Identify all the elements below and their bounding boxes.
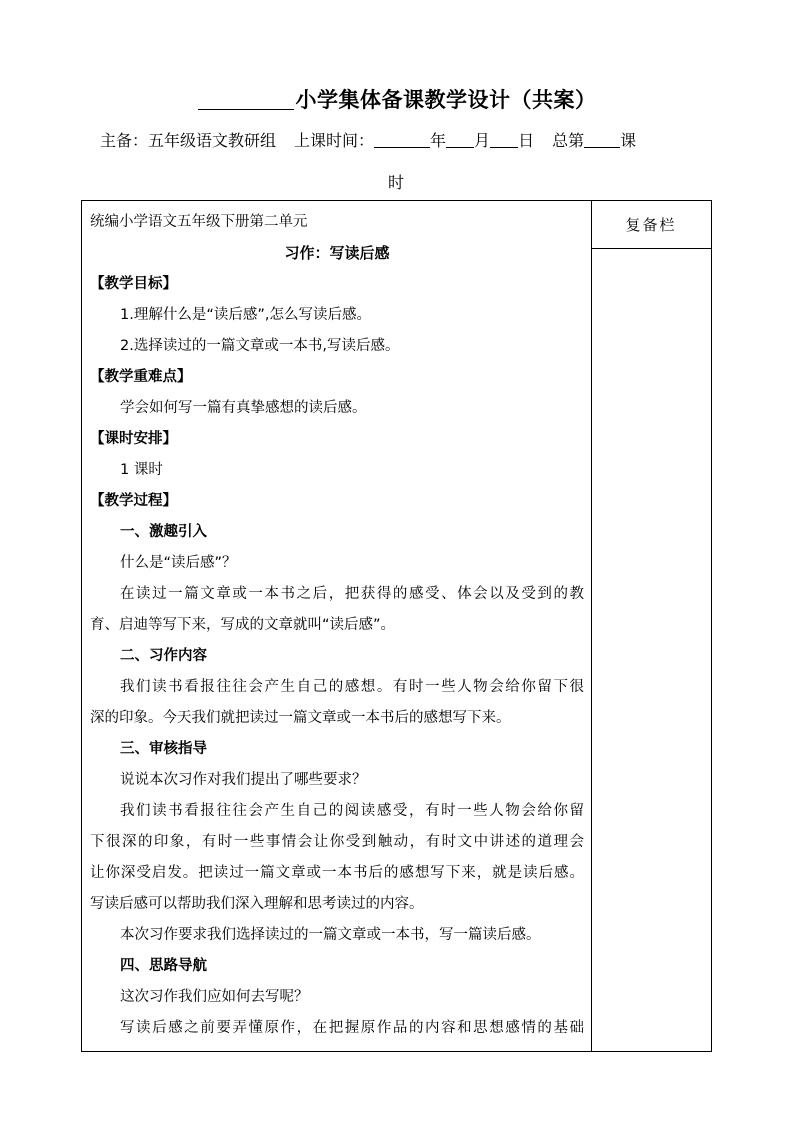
time-label: 上课时间： [294, 131, 375, 150]
shi-label: 时 [388, 173, 405, 192]
schedule-text: 1 课时 [120, 462, 163, 478]
lesson-info-line [100, 128, 636, 151]
process-heading: 【教学过程】 [90, 493, 177, 509]
step-1-answer-2: 育、启迪等写下来，写成的文章就叫“读后感”。 [90, 617, 396, 633]
goal-2: 2.选择读过的一篇文章或一本书,写读后感。 [120, 338, 400, 354]
lead-label: 主备：五年级语文教研组 [100, 131, 277, 150]
review-column-header: 复备栏 [591, 201, 711, 249]
goal-1: 1.理解什么是“读后感”,怎么写读后感。 [120, 307, 371, 323]
day-blank [490, 133, 518, 148]
step-2-text-1: 我们读书看报往往会产生自己的感想。有时一些人物会给你留下很 [120, 679, 584, 695]
title-text: 小学集体备课教学设计（共案） [295, 88, 597, 112]
lesson-title: 习作：写读后感 [284, 244, 390, 262]
step-4-question: 这次习作我们应如何去写呢？ [120, 989, 309, 1005]
key-text: 学会如何写一篇有真挚感想的读后感。 [120, 400, 367, 416]
step-3-text-3: 让你深受启发。把读过一篇文章或一本书后的感想写下来，就是读后感。 [90, 865, 584, 881]
month-blank [446, 133, 474, 148]
step-2-heading: 二、习作内容 [120, 648, 207, 664]
unit-line: 统编小学语文五年级下册第二单元 [90, 214, 308, 230]
total-blank [584, 133, 620, 148]
month-label: 月 [474, 131, 491, 150]
ke-label: 课 [620, 131, 637, 150]
step-4-text-1: 写读后感之前要弄懂原作，在把握原作品的内容和思想感情的基础 [120, 1020, 584, 1036]
step-3-heading: 三、审核指导 [120, 741, 207, 757]
step-4-heading: 四、思路导航 [120, 958, 207, 974]
step-1-heading: 一、激趣引入 [120, 524, 207, 540]
lesson-table [81, 200, 712, 1052]
step-1-answer-1: 在读过一篇文章或一本书之后，把获得的感受、体会以及受到的教 [120, 586, 584, 602]
step-2-text-2: 深的印象。今天我们就把读过一篇文章或一本书后的感想写下来。 [90, 710, 511, 726]
step-3-text-5: 本次习作要求我们选择读过的一篇文章或一本书，写一篇读后感。 [120, 927, 541, 943]
school-name-blank [198, 89, 294, 110]
step-3-text-1: 我们读书看报往往会产生自己的阅读感受，有时一些人物会给你留 [120, 803, 584, 819]
total-label: 总第 [552, 131, 585, 150]
step-3-text-4: 写读后感可以帮助我们深入理解和思考读过的内容。 [90, 896, 424, 912]
year-label: 年 [430, 131, 447, 150]
step-1-question: 什么是“读后感”？ [120, 555, 237, 571]
step-3-question: 说说本次习作对我们提出了哪些要求？ [120, 772, 367, 788]
goals-heading: 【教学目标】 [90, 276, 177, 292]
schedule-heading: 【课时安排】 [90, 431, 177, 447]
step-3-text-2: 下很深的印象，有时一些事情会让你受到触动，有时文中讲述的道理会 [90, 834, 584, 850]
page-title [0, 84, 794, 114]
lesson-content [90, 207, 584, 1044]
column-divider [591, 201, 592, 1051]
year-blank [374, 133, 430, 148]
day-label: 日 [518, 131, 535, 150]
key-heading: 【教学重难点】 [90, 369, 192, 385]
